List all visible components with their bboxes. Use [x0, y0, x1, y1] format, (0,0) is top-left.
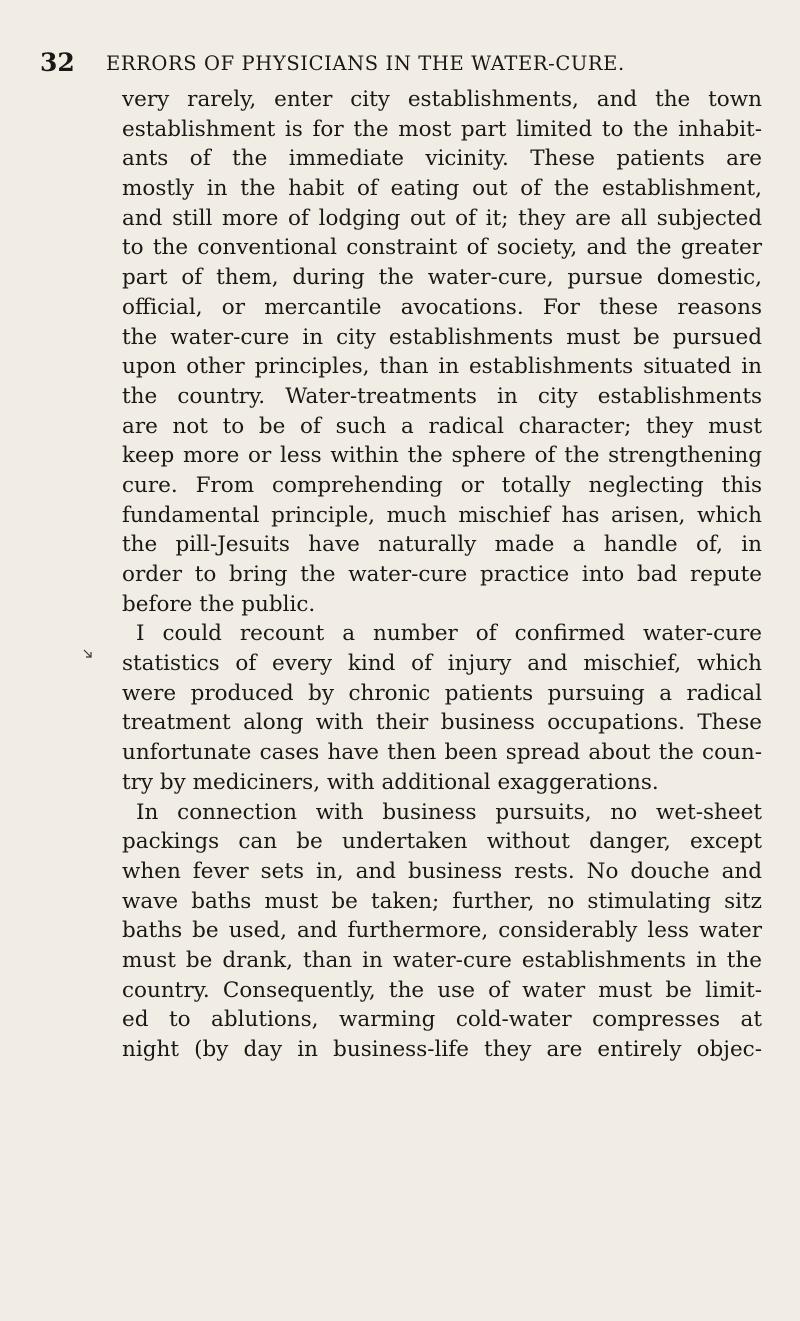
text-line: official, or mercantile avocations. For these reasons: [122, 294, 762, 320]
text-line: I could recount a number of confirmed water-cure: [136, 621, 762, 647]
text-line: must be drank, than in water-cure establishments in the: [122, 947, 762, 973]
text-line: upon other principles, than in establishments situated in: [122, 354, 762, 380]
text-line: to the conventional constraint of society, and the greater: [122, 235, 762, 261]
text-line: and still more of lodging out of it; they are all subjected: [122, 205, 762, 231]
running-head-title: ERRORS OF PHYSICIANS IN THE WATER-CURE.: [106, 52, 625, 75]
body-text: [122, 85, 762, 1065]
text-line: mostly in the habit of eating out of the establishment,: [122, 176, 762, 202]
text-line: were produced by chronic patients pursuing a radical: [122, 680, 762, 706]
text-line: baths be used, and furthermore, considerably less water: [122, 918, 762, 944]
text-line: the pill-Jesuits have naturally made a handle of, in: [122, 532, 762, 558]
running-head: [40, 48, 760, 80]
text-line: cure. From comprehending or totally neglecting this: [122, 472, 762, 498]
text-line: unfortunate cases have then been spread about the coun-: [122, 740, 762, 766]
text-line: very rarely, enter city establishments, and the town: [122, 87, 762, 112]
text-line: before the public.: [122, 591, 316, 617]
text-line: night (by day in business-life they are entirely objec-: [122, 1037, 762, 1062]
text-line: order to bring the water-cure practice into bad repute: [122, 562, 762, 587]
text-line: when fever sets in, and business rests. No douche and: [122, 858, 762, 884]
text-line: ed to ablutions, warming cold-water compresses at: [122, 1007, 762, 1033]
margin-mark-icon: [82, 648, 94, 660]
text-line: ants of the immediate vicinity. These patients are: [122, 146, 762, 172]
text-line: country. Consequently, the use of water must be limit-: [122, 977, 762, 1003]
page-number: 32: [40, 48, 75, 77]
text-line: statistics of every kind of injury and mischief, which: [122, 651, 762, 677]
text-line: fundamental principle, much mischief has arisen, which: [122, 502, 762, 528]
text-line: the country. Water-treatments in city establishments: [122, 383, 762, 409]
text-line: wave baths must be taken; further, no stimulating sitz: [122, 888, 762, 914]
text-line: packings can be undertaken without danger, except: [122, 829, 762, 855]
text-line: try by mediciners, with additional exaggerations.: [122, 769, 659, 795]
text-line: establishment is for the most part limited to the inhabit-: [122, 116, 762, 142]
text-line: part of them, during the water-cure, pursue domestic,: [122, 265, 762, 291]
text-line: the water-cure in city establishments must be pursued: [122, 324, 762, 350]
text-line: In connection with business pursuits, no wet-sheet: [136, 799, 762, 825]
text-line: treatment along with their business occupations. These: [122, 710, 762, 736]
text-line: keep more or less within the sphere of the strengthening: [122, 443, 762, 469]
text-line: are not to be of such a radical character; they must: [122, 413, 762, 439]
